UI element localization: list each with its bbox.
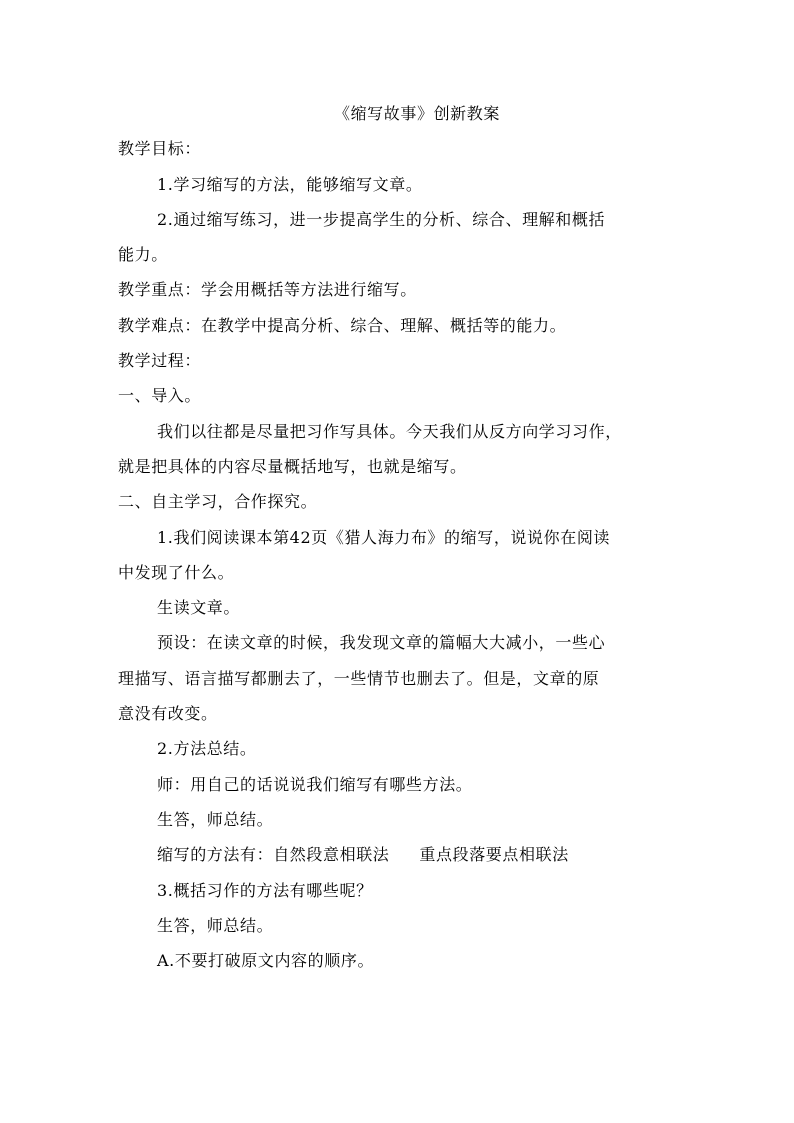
preset-line-1: 预设：在读文章的时候，我发现文章的篇幅大大减小，一些心 bbox=[157, 633, 606, 653]
item-1-line-1: 1.我们阅读课本第42页《猎人海力布》的缩写，说说你在阅读 bbox=[157, 527, 611, 547]
difficulty: 教学难点：在教学中提高分析、综合、理解、概括等的能力。 bbox=[118, 315, 567, 335]
section-2-heading: 二、自主学习，合作探究。 bbox=[118, 492, 318, 512]
process-heading: 教学过程： bbox=[118, 351, 202, 371]
goal-2-line-2: 能力。 bbox=[118, 245, 168, 265]
section-1-paragraph-line-2: 就是把具体的内容尽量概括地写，也就是缩写。 bbox=[118, 456, 467, 476]
item-3: 3.概括习作的方法有哪些呢？ bbox=[157, 880, 373, 900]
preset-line-2: 理描写、语言描写都删去了，一些情节也删去了。但是，文章的原 bbox=[118, 668, 600, 688]
document-body bbox=[118, 96, 698, 978]
goal-2-line-1: 2.通过缩写练习，进一步提高学生的分析、综合、理解和概括 bbox=[157, 209, 606, 229]
goal-1: 1.学习缩写的方法，能够缩写文章。 bbox=[157, 174, 423, 194]
document-title: 《缩写故事》创新教案 bbox=[333, 104, 500, 123]
section-1-heading: 一、导入。 bbox=[118, 386, 202, 406]
section-1-paragraph-line-1: 我们以往都是尽量把习作写具体。今天我们从反方向学习习作， bbox=[157, 421, 622, 441]
student-read: 生读文章。 bbox=[157, 598, 241, 618]
preset-line-3: 意没有改变。 bbox=[118, 704, 218, 724]
methods-part-1: 缩写的方法有：自然段意相联法 bbox=[157, 845, 390, 865]
student-answer-2: 生答，师总结。 bbox=[157, 915, 274, 935]
teacher-question: 师：用自己的话说说我们缩写有哪些方法。 bbox=[157, 774, 473, 794]
methods-line bbox=[118, 837, 698, 872]
point-a: A.不要打破原文内容的顺序。 bbox=[157, 951, 375, 971]
item-2: 2.方法总结。 bbox=[157, 739, 257, 759]
methods-part-2: 重点段落要点相联法 bbox=[419, 845, 569, 865]
key-point: 教学重点：学会用概括等方法进行缩写。 bbox=[118, 280, 417, 300]
goals-heading: 教学目标： bbox=[118, 139, 202, 159]
item-1-line-2: 中发现了什么。 bbox=[118, 562, 235, 582]
student-answer-1: 生答，师总结。 bbox=[157, 809, 274, 829]
